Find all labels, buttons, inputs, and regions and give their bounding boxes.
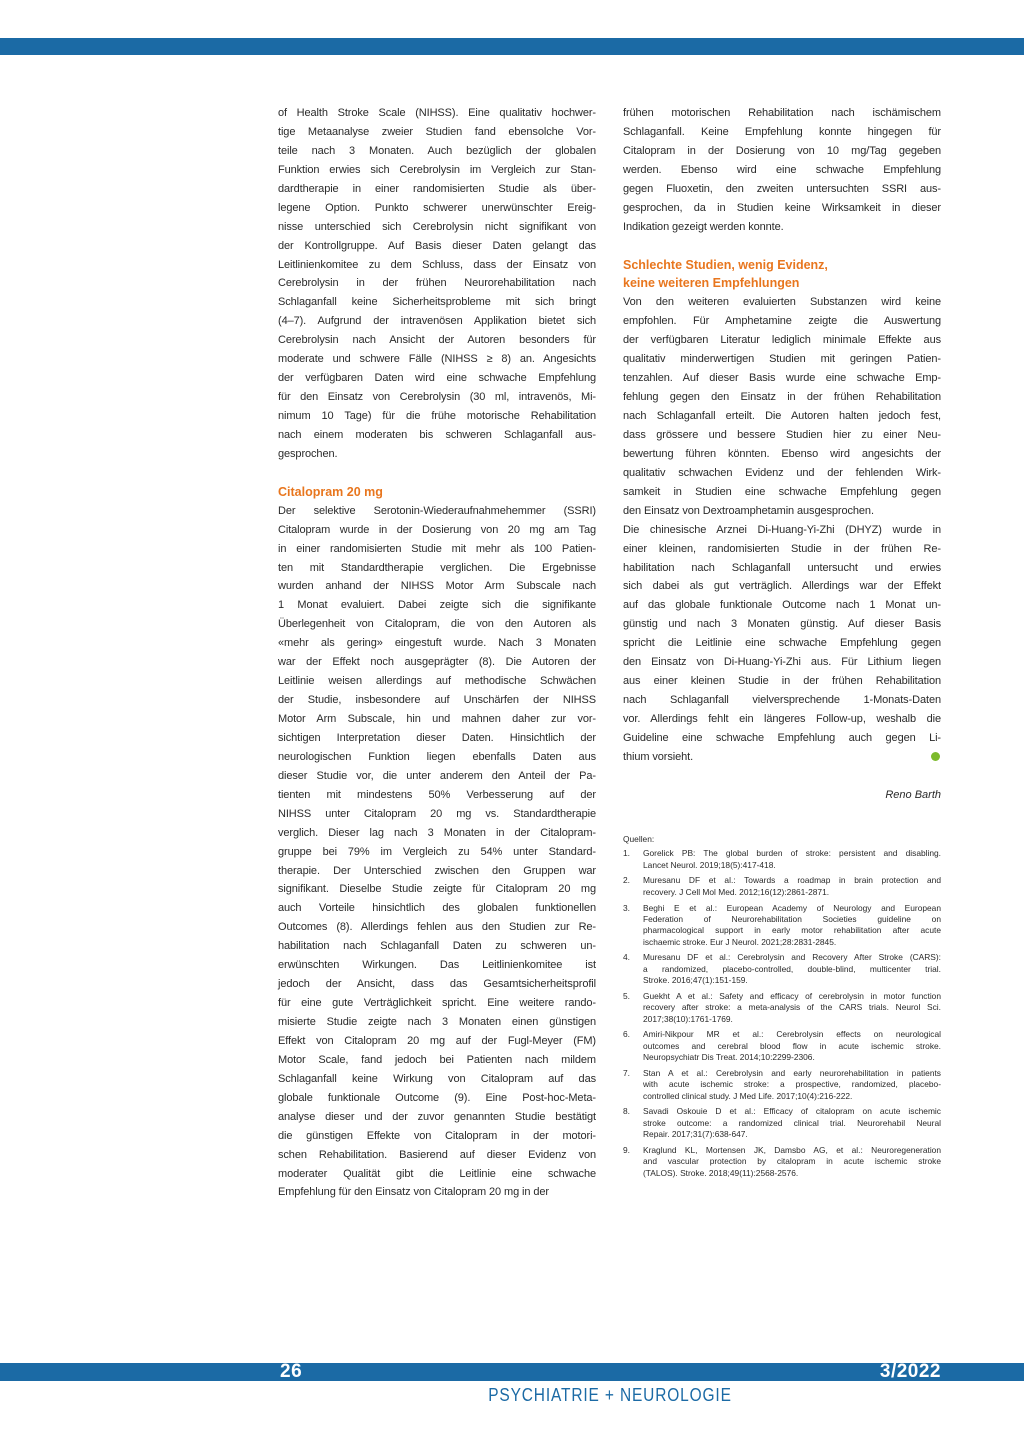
reference-text: [643, 1106, 941, 1140]
text-line: legene Option. Punkto schwerer unerwünschter Ereig-: [278, 201, 596, 214]
reference-line: controlled clinical study. J Med Life. 2017;10(4):216-222.: [643, 1090, 853, 1101]
text-line: empfohlen. Für Amphetamine zeigte die Auswertung: [623, 315, 941, 328]
text-line: Motor Arm Subscale, hin und mahnen daher zur vor-: [278, 713, 596, 725]
text-line: moderater Qualität gibt die Leitlinie eine schwache: [278, 1167, 596, 1180]
reference-line: a randomized, placebo-controlled, double-blind, multicenter trial.: [643, 963, 941, 974]
reference-number: 8.: [623, 1106, 630, 1117]
text-line: ten mit Standardtherapie verglichen. Die Ergebnisse: [278, 561, 596, 574]
text-line: NIHSS unter Citalopram 20 mg vs. Standardtherapie: [278, 807, 596, 820]
text-line: vor. Allerdings fehlt ein längeres Follow-up, weshalb die: [623, 713, 941, 725]
text-line: werden. Ebenso wird eine schwache Empfehlung: [623, 163, 941, 176]
reference-line: Federation of Neurorehabilitation Societies guideline on: [643, 913, 941, 924]
reference-line: 2017;38(10):1761-1769.: [643, 1013, 733, 1024]
text-line: auch Vorteile hinsichtlich des globalen funktionellen: [278, 902, 596, 915]
reference-number: 4.: [623, 952, 630, 963]
left-text-column: [278, 104, 596, 1202]
text-line: war der Effekt noch ausgeprägter (8). Die Autoren der: [278, 656, 596, 669]
text-line: für eine gute Verträglichkeit spricht. Eine weitere rando-: [278, 997, 596, 1010]
reference-item: [623, 848, 941, 871]
text-line: habilitation nach Schlaganfall untersucht und erwies: [623, 561, 941, 574]
text-line: dieser Studie vor, die unter anderem den Anteil der Pa-: [278, 769, 596, 782]
text-line: (4–7). Aufgrund der intravenösen Applikation bietet sich: [278, 315, 596, 328]
text-line: für den Einsatz von Cerebrolysin (30 ml, intravenös, Mi-: [278, 391, 596, 404]
reference-number: 2.: [623, 875, 630, 886]
left-column-content: [278, 104, 596, 1202]
text-line: Schlaganfall. Keine Empfehlung konnte hingegen für: [623, 125, 941, 138]
reference-text: [643, 875, 941, 898]
text-line: die günstigen Effekte von Citalopram in der motori-: [278, 1129, 596, 1142]
text-line: gruppe bei 79% im Vergleich zu 54% unter Standard-: [278, 845, 596, 858]
text-line: qualitativ minderwertigen Studien mit geringen Patien-: [623, 353, 941, 366]
reference-line: Muresanu DF et al.: Cerebrolysin and Recovery After Stroke (CARS):: [643, 952, 941, 963]
text-line: Cerebrolysin in der frühen Neurorehabilitation nach: [278, 277, 596, 290]
text-line: schen Rehabilitation. Basierend auf dieser Evidenz von: [278, 1148, 596, 1161]
text-line: nisse unterschied sich Cerebrolysin nicht signifikant von: [278, 220, 596, 233]
text-line: neurologischen Funktion liegen ebenfalls Daten aus: [278, 750, 596, 763]
text-line: of Health Stroke Scale (NIHSS). Eine qualitativ hochwer-: [278, 107, 596, 119]
text-line: tige Metaanalyse zweier Studien fand ebensolche Vor-: [278, 125, 596, 138]
page-number: 26: [280, 1361, 303, 1382]
text-line: teile nach 3 Monaten. Auch bezüglich der globalen: [278, 144, 596, 157]
text-line: Cerebrolysin nach Ansicht der Autoren besonders für: [278, 334, 596, 347]
reference-number: 7.: [623, 1067, 630, 1078]
journal-title: PSYCHIATRIE + NEUROLOGIE: [488, 1385, 732, 1405]
text-line: sich dabei als gut verträglich. Allerdings war der Effekt: [623, 580, 941, 593]
reference-number: 6.: [623, 1029, 630, 1040]
body-paragraph: [278, 502, 596, 1203]
text-line: jedoch der Ansicht, dass das Gesamtsicherheitsprofil: [278, 978, 596, 991]
text-line: Outcomes (8). Allerdings fehlen aus den Studien zur Re-: [278, 921, 596, 934]
reference-line: Amiri-Nikpour MR et al.: Cerebrolysin effects on neurological: [643, 1029, 941, 1040]
reference-text: [643, 991, 941, 1025]
reference-number: 9.: [623, 1144, 630, 1155]
text-line: Die chinesische Arznei Di-Huang-Yi-Zhi (DHYZ) wurde in: [623, 523, 941, 536]
reference-line: Gorelick PB: The global burden of stroke: persistent and disabling.: [643, 848, 941, 859]
text-line: aus einer kleinen Studie in der frühen Rehabilitation: [623, 675, 941, 688]
reference-line: (TALOS). Stroke. 2018;49(11):2568-2576.: [643, 1167, 799, 1178]
text-line: globale funktionale Outcome (9). Eine Post-hoc-Meta-: [278, 1091, 596, 1104]
text-line: bewertung führen könnten. Ebenso wird angesichts der: [623, 447, 941, 460]
reference-line: Guekht A et al.: Safety and efficacy of cerebrolysin in motor function: [643, 990, 941, 1001]
reference-line: Savadi Oskouie D et al.: Efficacy of citalopram on acute ischemic: [643, 1106, 941, 1117]
reference-text: [643, 848, 941, 871]
reference-line: Neuropsychiatr Dis Treat. 2014;10:2299-2306.: [643, 1052, 815, 1063]
text-line: Von den weiteren evaluierten Substanzen wird keine: [623, 296, 941, 309]
reference-line: recovery after stroke: a meta-analysis of the CARS trials. Neurol Sci.: [643, 1002, 941, 1013]
text-line: Citalopram in der Dosierung von 10 mg/Tag gegeben: [623, 144, 941, 157]
reference-line: Muresanu DF et al.: Towards a roadmap in brain protection and: [643, 875, 941, 886]
section-heading: [278, 483, 596, 502]
reference-line: with acute ischemic stroke: a prospective, randomized, placebo-: [643, 1079, 941, 1090]
section-heading: [623, 256, 941, 294]
reference-line: outcomes and cerebral blood flow in acute ischemic stroke.: [643, 1040, 941, 1051]
text-line: nach Schlaganfall erteilt. Die Autoren halten jedoch fest,: [623, 410, 941, 422]
text-line: Überlegenheit von Citalopram, die von den Autoren als: [278, 618, 596, 631]
reference-line: Stroke. 2016;47(1):151-159.: [643, 975, 748, 986]
references-section: [623, 834, 941, 1183]
reference-number: 1.: [623, 848, 630, 859]
text-line: erwünschten Wirkungen. Das Leitlinienkomitee ist: [278, 959, 596, 972]
text-line: auf das globale funktionale Outcome nach 1 Monat un-: [623, 599, 941, 612]
text-line: der Studie, insbesondere auf Unschärfen der NIHSS: [278, 694, 596, 707]
text-line: sichtigen Interpretation dieser Daten. Hinsichtlich der: [278, 731, 596, 744]
text-line: tenzahlen. Auf dieser Basis wurde eine schwache Emp-: [623, 372, 941, 385]
text-line: den Einsatz von Di-Huang-Yi-Zhi aus. Für Lithium liegen: [623, 656, 941, 669]
bottom-accent-bar: [0, 1363, 1024, 1381]
reference-line: pharmacological support in early motor rehabilitation after acute: [643, 925, 941, 936]
text-line: der Kontrollgruppe. Auf Basis dieser Daten gelangt das: [278, 239, 596, 252]
text-line: Indikation gezeigt werden konnte.: [623, 220, 784, 233]
reference-item: [623, 1106, 941, 1140]
text-line: in einer randomisierten Studie mit mehr als 100 Patien-: [278, 542, 596, 555]
text-line: der verfügbaren Daten wird eine schwache Empfehlung: [278, 372, 596, 385]
text-line: gegen Fluoxetin, den zweiten untersuchten SSRI aus-: [623, 182, 941, 195]
reference-item: [623, 1068, 941, 1102]
text-line: «mehr als gering» eingestuft wurde. Nach 3 Monaten: [278, 637, 596, 650]
reference-item: [623, 991, 941, 1025]
text-line: dardtherapie in einer randomisierten Studie als über-: [278, 182, 596, 195]
text-line: verglich. Dieser lag nach 3 Monaten in der Citalopram-: [278, 826, 596, 839]
text-line: nach Schlaganfall vielversprechende 1-Monats-Daten: [623, 694, 941, 707]
reference-text: [643, 1145, 941, 1179]
text-line: Leitlinie weisen allerdings auf methodische Schwächen: [278, 675, 596, 688]
reference-line: Stan A et al.: Cerebrolysin and early neurorehabilitation in patients: [643, 1067, 941, 1078]
text-line: Empfehlung für den Einsatz von Citalopram 20 mg in der: [278, 1186, 549, 1199]
body-paragraph: [623, 521, 941, 767]
reference-text: [643, 1029, 941, 1063]
text-line: den Einsatz von Dextroamphetamin ausgesprochen.: [623, 504, 874, 517]
reference-line: and vascular protection by citalopram in acute ischemic stroke: [643, 1156, 941, 1167]
reference-line: ischaemic stroke. Eur J Neurol. 2021;28:2831-2845.: [643, 936, 837, 947]
text-line: therapie. Der Unterschied zwischen den Gruppen war: [278, 864, 596, 877]
reference-text: [643, 1068, 941, 1102]
issue-number: 3/2022: [879, 1361, 941, 1382]
text-line: signifikant. Dieselbe Studie zeigte für Citalopram 20 mg: [278, 883, 596, 896]
right-text-column: [623, 104, 941, 805]
reference-item: [623, 1029, 941, 1063]
heading-line: Schlechte Studien, wenig Evidenz,: [623, 257, 828, 272]
text-line: nimum 10 Tage) für die frühe motorische Rehabilitation: [278, 410, 596, 422]
reference-number: 3.: [623, 902, 630, 913]
text-line: Funktion erwies sich Cerebrolysin im Vergleich zur Stan-: [278, 163, 596, 176]
text-line: 1 Monat evaluiert. Dabei zeigte sich die signifikante: [278, 599, 596, 612]
text-line: qualitativ schwachen Evidenz und der fehlenden Wirk-: [623, 466, 941, 479]
reference-line: Beghi E et al.: European Academy of Neurology and European: [643, 902, 941, 913]
right-column-content: [623, 104, 941, 767]
text-line: der verfügbaren Literatur lediglich minimale Effekte aus: [623, 334, 941, 347]
text-line: frühen motorischen Rehabilitation nach ischämischem: [623, 107, 941, 119]
text-line: fehlung gegen den Einsatz in der frühen Rehabilitation: [623, 391, 941, 404]
reference-number: 5.: [623, 990, 630, 1001]
text-line: günstig und nach 3 Monaten günstig. Auf dieser Basis: [623, 618, 941, 631]
text-line: Schlaganfall keine Wirkung von Citalopram auf das: [278, 1072, 596, 1085]
text-line: gesprochen, da in Studien keine Wirksamkeit in dieser: [623, 201, 941, 214]
text-line: analyse dieser und der zuvor genannten Studie bestätigt: [278, 1110, 596, 1123]
end-of-article-dot-icon: [931, 752, 940, 761]
text-line: Motor Scale, fand jedoch bei Patienten nach mildem: [278, 1053, 596, 1066]
text-line: Schlaganfall keine Sicherheitsprobleme mit sich bringt: [278, 296, 596, 309]
body-paragraph: [623, 104, 941, 237]
text-line: wurden anhand der NIHSS Motor Arm Subscale nach: [278, 580, 596, 593]
text-line: Leitlinienkomitee zu dem Schluss, dass der Einsatz von: [278, 258, 596, 271]
text-line: habilitation nach Schlaganfall Daten zu schweren un-: [278, 940, 596, 953]
author-name: Reno Barth: [885, 788, 941, 801]
reference-line: Repair. 2017;31(7):638-647.: [643, 1129, 748, 1140]
references-label: Quellen:: [623, 834, 655, 844]
reference-item: [623, 1145, 941, 1179]
reference-line: recovery. J Cell Mol Med. 2012;16(12):2861-2871.: [643, 886, 830, 897]
reference-text: [643, 903, 941, 949]
text-line: Citalopram wurde in der Dosierung von 20 mg am Tag: [278, 523, 596, 536]
top-accent-bar: [0, 38, 1024, 55]
text-line: nach einem moderaten bis schweren Schlaganfall aus-: [278, 428, 596, 441]
reference-line: stroke outcome: a randomized clinical trial. Neurorehabil Neural: [643, 1117, 941, 1128]
text-line: Guideline eine schwache Empfehlung auch gegen Li-: [623, 731, 941, 744]
text-line: dass grössere und bessere Studien hier zu einer Neu-: [623, 428, 941, 441]
text-line: misierte Studie zeigte nach 3 Monaten einen günstigen: [278, 1016, 596, 1028]
text-line: Effekt von Citalopram 20 mg auf der Fugl-Meyer (FM): [278, 1034, 596, 1047]
reference-line: Lancet Neurol. 2019;18(5):417-418.: [643, 859, 776, 870]
text-line: thium vorsieht.: [623, 750, 694, 763]
heading-line: keine weiteren Empfehlungen: [623, 276, 800, 291]
reference-text: [643, 952, 941, 986]
body-paragraph: [278, 104, 596, 464]
heading-line: Citalopram 20 mg: [278, 484, 383, 499]
reference-line: Kraglund KL, Mortensen JK, Damsbo AG, et al.: Neuroregeneration: [643, 1144, 941, 1155]
reference-item: [623, 952, 941, 986]
text-line: tienten mit mindestens 50% Verbesserung auf der: [278, 788, 596, 801]
reference-item: [623, 875, 941, 898]
text-line: moderate und schwere Fälle (NIHSS ≥ 8) an. Angesichts: [278, 353, 596, 366]
references-list: [623, 848, 941, 1179]
text-line: einer kleinen, randomisierten Studie in der frühen Re-: [623, 542, 941, 555]
text-line: Der selektive Serotonin-Wiederaufnahmehemmer (SSRI): [278, 504, 596, 517]
reference-item: [623, 903, 941, 949]
text-line: samkeit in Studien eine schwache Empfehlung gegen: [623, 485, 941, 498]
text-line: gesprochen.: [278, 447, 338, 460]
body-paragraph: [623, 293, 941, 520]
text-line: spricht die Leitlinie eine schwache Empfehlung gegen: [623, 637, 941, 650]
